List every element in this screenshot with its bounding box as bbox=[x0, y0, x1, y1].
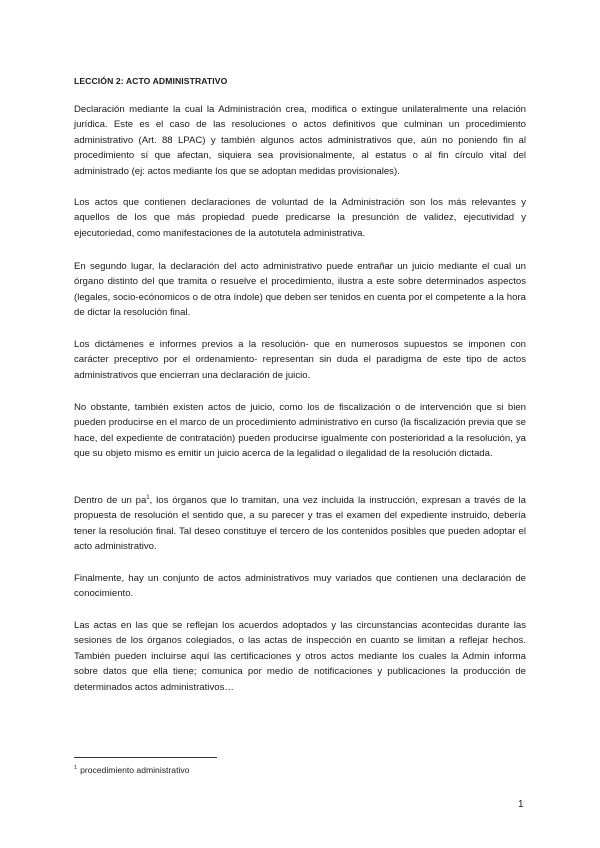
footnote-mark: 1 bbox=[74, 765, 78, 772]
paragraph-declarations-of-will: Los actos que contienen declaraciones de voluntad de la Administración son los más relevantes y aquellos de los que más propiedad puede predicarse la presunción de validez, ejecutividad y ejecutoriedad, como manifestaciones de la autotutela administrativa. bbox=[74, 197, 526, 239]
footnote-text: procedimiento administrativo bbox=[80, 765, 190, 775]
page-number: 1 bbox=[518, 799, 524, 810]
paragraph-definition: Declaración mediante la cual la Administración crea, modifica o extingue unilateralmente una relación jurídica. Este es el caso de las resoluciones o actos definitivos que culminan un procedimiento administrativo (Art. 88 LPAC) y también algunos actos administrativos que, aún no poniendo fin al procedimiento sí que afectan, siquiera sea provisionalmente, al estatus o al fin círculo vital del administrado (ej: actos mediante los que se adoptan medidas provisionales). bbox=[74, 104, 526, 177]
lesson-title: LECCIÓN 2: ACTO ADMINISTRATIVO bbox=[74, 76, 228, 86]
footnote bbox=[74, 765, 189, 775]
paragraph-proposal-rest: , los órganos que lo tramitan, una vez incluida la instrucción, expresan a través de la propuesta de resolución el sentido que, a su parecer y tras el examen del expediente instruido, debería tener la resolución final. Tal deseo constituye el tercero de los contenidos posibles que pueden adoptar el acto administrativo. bbox=[74, 495, 526, 553]
paragraph-actas: Las actas en las que se reflejan los acuerdos adoptados y las circunstancias acontecidas durante las sesiones de los órganos colegiados, o las actas de inspección en cuanto se limitan a reflejar hechos. También pueden incluirse aquí las certificaciones y otros actos mediante los cuales la Admin informa sobre datos que ella tiene; comunica por medio de notificaciones y publicaciones la producción de determinados actos administrativos… bbox=[74, 620, 526, 693]
paragraph-judgement: En segundo lugar, la declaración del acto administrativo puede entrañar un juicio mediante el cual un órgano distinto del que tramita o resuelve el procedimiento, ilustra a este sobre determinados aspectos (legales, socio-ecónomicos o de otra índole) que deben ser tenidos en cuenta por el competente a la hora de dictar la resolución final. bbox=[74, 261, 526, 319]
paragraph-proposal bbox=[74, 493, 526, 555]
paragraph-dictamenes: Los dictámenes e informes previos a la resolución- que en numerosos supuestos se imponen con carácter preceptivo por el ordenamiento- representan sin duda el paradigma de este tipo de actos administrativos que encierran una declaración de juicio. bbox=[74, 339, 526, 381]
paragraph-fiscalizacion: No obstante, también existen actos de juicio, como los de fiscalización o de intervención que si bien pueden producirse en el marco de un procedimiento administrativo en curso (la fiscalización previa que se hace, del expediente de contratación) pueden producirse igualmente con posterioridad a la resolución, ya que su objeto mismo es emitir un juicio acerca de la legalidad o ilegalidad de la resolución dictada. bbox=[74, 402, 526, 460]
footnote-separator bbox=[74, 757, 217, 758]
paragraph-proposal-start: Dentro de un pa bbox=[74, 495, 147, 506]
footnote-reference[interactable]: 1 bbox=[146, 494, 150, 501]
paragraph-knowledge: Finalmente, hay un conjunto de actos administrativos muy variados que contienen una declaración de conocimiento. bbox=[74, 573, 526, 600]
